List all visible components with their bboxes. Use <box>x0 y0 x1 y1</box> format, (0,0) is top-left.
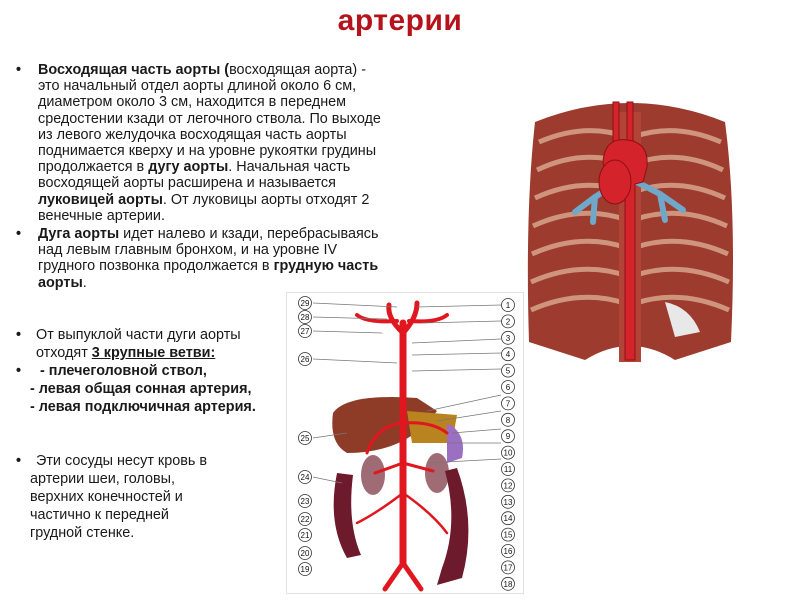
label-number: 26 <box>300 355 310 364</box>
label-number: 27 <box>300 327 310 336</box>
label-number: 23 <box>300 497 310 506</box>
thorax-illustration <box>515 92 745 364</box>
label-number: 18 <box>503 579 513 589</box>
label-number: 14 <box>503 514 513 524</box>
label-number: 11 <box>503 465 513 474</box>
label-number: 17 <box>503 563 513 573</box>
label-number: 7 <box>505 399 511 409</box>
label-number: 12 <box>503 481 513 491</box>
term-three-branches: 3 крупные ветви: <box>91 345 216 361</box>
bullet-dot: • <box>16 327 22 343</box>
right-kidney <box>425 453 449 493</box>
label-number: 28 <box>300 313 310 322</box>
label-number: 15 <box>503 530 513 540</box>
label-number: 1 <box>505 301 511 310</box>
label-number: 25 <box>300 434 310 443</box>
label-number: 10 <box>503 448 513 458</box>
label-number: 5 <box>505 366 511 376</box>
label-number: 3 <box>505 333 511 343</box>
right-number-labels <box>502 299 515 591</box>
bullet-dot: • <box>16 62 22 78</box>
left-number-labels <box>299 297 312 576</box>
left-kidney <box>361 455 385 495</box>
label-number: 29 <box>300 299 310 308</box>
bullet-ascending-aorta: • Восходящая часть аорты (восходящая аорта) - это начальный отдел аорты длиной около 6 см, диаметром около 3 см, находится в переднем средостении кзади от легочного ствола. По выходе из левого желудочка восходящая часть аорты поднимается кверху и на уровне рукоятки грудины продолжается в дугу аорты. Начальная часть восходящей аорты расширена и называется луковицей аорты. От луковицы аорты отходят 2 венечные артерии. <box>16 62 381 224</box>
branches-text: • От выпуклой части дуги аорты отходят 3 крупные ветви: • - плечеголовной ствол, - левая общая сонная артерия, - левая подключичная артерия. <box>16 327 256 415</box>
bullet-dot: • <box>16 363 22 379</box>
ascending-colon <box>334 473 361 558</box>
arteries <box>357 303 447 589</box>
label-number: 20 <box>300 549 310 558</box>
page-title: артерии <box>337 4 463 37</box>
term-aortic-arch-2: Дуга аорты <box>38 226 120 243</box>
label-number: 2 <box>505 317 511 327</box>
label-number: 22 <box>300 515 310 524</box>
bullet-dot: • <box>16 453 22 469</box>
branch-left-common-carotid: - левая общая сонная артерия, <box>30 381 252 397</box>
bullet-dot: • <box>16 226 22 243</box>
bullet-aortic-arch: • Дуга аорты идет налево и кзади, перебрасываясь над левым главным бронхом, и на уровне IV грудного позвонка продолжается в грудную часть аорты. <box>16 226 379 291</box>
arterial-system-diagram <box>286 292 524 594</box>
term-thoracic-aorta: грудную часть <box>273 258 379 275</box>
label-number: 19 <box>300 565 310 574</box>
closing-text: • Эти сосуды несут кровь в артерии шеи, головы, верхних конечностей и частично к передней грудной стенке. <box>16 453 208 541</box>
term-aortic-bulb: луковицей аорты <box>38 191 163 208</box>
label-number: 8 <box>505 415 511 425</box>
label-number: 24 <box>300 473 310 482</box>
label-number: 13 <box>503 497 513 507</box>
branch-left-subclavian: - левая подключичная артерия. <box>30 399 256 415</box>
label-number: 9 <box>505 432 511 442</box>
term-ascending-aorta: Восходящая часть аорты ( <box>38 62 230 78</box>
label-number: 21 <box>300 531 310 540</box>
label-number: 16 <box>503 547 513 556</box>
main-text <box>16 62 466 291</box>
branch-brachiocephalic: - плечеголовной ствол, <box>36 363 207 379</box>
label-number: 4 <box>505 350 511 360</box>
label-number: 6 <box>505 383 511 392</box>
term-aortic-arch: дугу аорты <box>148 159 229 176</box>
